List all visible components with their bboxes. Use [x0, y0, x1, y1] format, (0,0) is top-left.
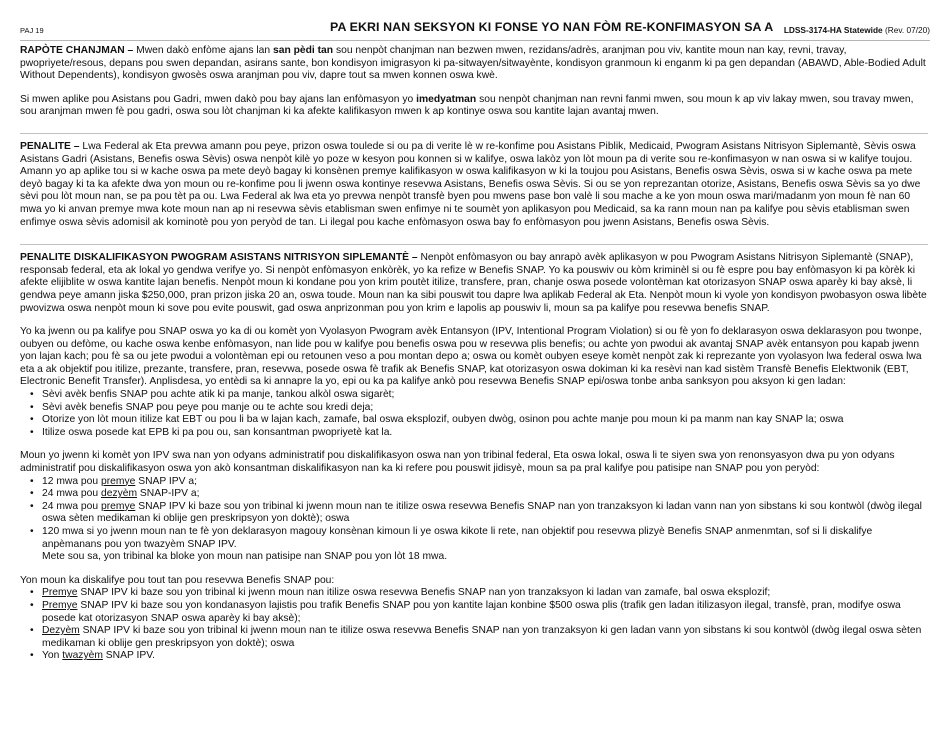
disqualification-periods-list [20, 476, 928, 552]
commit-ipv-paragraph: Moun yo jwenn ki komèt yon IPV swa nan yon odyans administratif pou diskalifikasyon oswa nan yon tribinal federal, Eta oswa lokal, oswa li te siyen swa yon renonsyasyon dwa pu yon odyans administratif pou diskalifikasyon oswa yon akò konsantman diskalifikasyon nan ka ki refere pou pouswit jidisyè, moun sa pa pral kalifye pou patisipe nan SNAP pou yon peryòd: [20, 450, 895, 475]
list-item: • 24 mwa pou dezyèm SNAP-IPV a; [20, 488, 928, 501]
section-divider [20, 244, 928, 245]
permanent-disqualification-paragraph: Yon moun ka diskalifye pou tout tan pou resevwa Benefis SNAP pou: [20, 574, 335, 586]
header-divider [20, 40, 930, 41]
penalty-text: Lwa Federal ak Eta prevwa amann pou peye, prizon oswa toulede si ou pa di verite lè w re-konfime pou Asistans Piblik, Medicaid, Pwogram Asistans Nitrisyon Siplemantè, Sèvis oswa Asistans Gadri (Asistans, Benefis oswa Sèvis) oswa nenpòt kilè yo poze w kesyon pou konnen si w kalifye, oswa lakòz yon lòt moun pa di verite sou re-konfimasyon w nan oswa si w kalifye toujou. Amann yo ap aplike tou si w kache oswa pa mete deyò bagay ki konsènen premye kalifikasyon w oswa kalifikasyon w ki la toujou pou Asistans, Benefis oswa Sèvis, oswa si w kache oswa pa mete deyò bagay ki ta ka afekte dwa yon moun ou re-konfime pou li jwenn oswa kontinye resevwa Asistans, Benefis oswa Sèvis. Si ou se yon reprezantan otorize, Asistans, Benefis oswa Sèvis sa yo dwe sèvi pou lòt moun nan, se pa pou tèt pa ou. Lwa Federal ak lwa eta yo prevwa nenpòt transfè byen pou mwens pase bon valè li sou mache a ke yon moun oswa mari/madanm yon moun fè nan 60 mwa yo ki anvan premye mwa kote moun nan ap ni resevwa sèvis etablisman swen enfimye ni te soumèt yon aplikasyon pou Medicaid, sa ka rann moun nan pa kalifye pou sèvis etablisman swen enfimye oswa sèvis adomisil ak kominotè pou yon peryòd de tan. Li ilegal pou kache enfòmasyon oswa bay fo enfòmasyon pou jwenn Asistans, Benefis oswa Sèvis. [20, 140, 921, 228]
report-changes-paragraph [20, 45, 928, 83]
list-continuation: Mete sou sa, yon tribinal ka bloke yon moun nan patisipe nan SNAP pou yon lòt 18 mwa. [42, 551, 448, 563]
snap-penalty-paragraph [20, 252, 928, 315]
page-title: PA EKRI NAN SEKSYON KI FONSE YO NAN FÒM RE-KONFIMASYON SA A [330, 20, 774, 34]
penalty-paragraph [20, 141, 928, 229]
form-number: LDSS-3174-HA Statewide [783, 25, 883, 35]
page-header [20, 21, 930, 39]
penalty-heading: PENALITE – [20, 140, 80, 152]
childcare-emphasis: imedyatman [416, 93, 477, 105]
report-changes-heading: RAPÒTE CHANJMAN – [20, 45, 134, 56]
document-body [20, 45, 928, 663]
list-item: • Premye SNAP IPV ki baze sou yon tribinal ki jwenn moun nan itilize oswa resevwa Benefis SNAP nan yon tranzaksyon ki ladan van zamafe, bal oswa eksplozif; [20, 587, 928, 600]
list-item: • 120 mwa si yo jwenn moun nan te fè yon deklarasyon magouy konsènan kimoun li ye oswa kikote li rete, nan objektif pou resevwa plizyè Benefis SNAP anmenmtan, sof si li diskalifye anpèmanans pou yon twazyèm SNAP IPV. [20, 526, 928, 551]
list-item: • Sèvi avèk benefis SNAP pou peye pou manje ou te achte sou kredi deja; [20, 402, 928, 415]
childcare-paragraph [20, 94, 928, 119]
page-number: PAJ 19 [20, 26, 44, 35]
list-item: • Premye SNAP IPV ki baze sou yon kondanasyon lajistis pou trafik Benefis SNAP pou yon kantite lajan konbine $500 oswa plis (trafik gen ladan itilizasyon ilegal, transfè, pran, modifye oswa posede kat otorizasyon SNAP oswa aparèy ki bay aksè); [20, 600, 928, 625]
form-revision: (Rev. 07/20) [884, 25, 930, 35]
permanent-disqualification-list [20, 587, 928, 663]
childcare-text-b: sou nenpòt chanjman nan revni fanmi mwen, sou moun k ap viv lakay mwen, sou travay mwen, sou aranjman mwen fè pou gadri, oswa sou lòt chanjman ki ka afekte kalifikasyon mwen k ap kontinye oswa sou kantite lajan avantaj mwen. [20, 93, 914, 118]
list-item: • Itilize oswa posede kat EPB ki pa pou ou, san konsantman pwopriyetè kat la. [20, 427, 928, 440]
list-item: • 12 mwa pou premye SNAP IPV a; [20, 476, 928, 489]
report-changes-text-b: sou nenpòt chanjman nan bezwen mwen, rezidans/adrès, aranjman pou viv, kantite moun nan kay, revni, travay, pwopriyete/resous, depans pou swen depandan, asirans sante, bon kondisyon imigrasyon ki pa-sitwayen/sitwayènte, kondisyon granmoun ki enganm ki pa gen depandan (ABAWD, Able-Bodied Adult Without Dependents), kondisyon gwosès oswa aranjman pou viv, dapre tout sa mwen konnen oswa kwè. [20, 45, 926, 82]
report-changes-text-a: Mwen dakò enfòme ajans lan [136, 45, 271, 56]
list-item: • 24 mwa pou premye SNAP IPV ki baze sou yon tribinal ki jwenn moun nan te itilize oswa resevwa Benefis SNAP nan yon tranzaksyon ki ladan vann nan yon sibstans ki sou kontwòl (dwòg ilegal oswa sèten medikaman ki oblije gen preskripsyon yon doktè); oswa [20, 501, 928, 526]
list-item: • Otorize yon lòt moun itilize kat EBT ou pou li ba w lajan kach, zamafe, bal oswa eksplozif, oubyen dwòg, osinon pou achte manje pou moun ki pa manm nan kay SNAP la; oswa [20, 414, 928, 427]
prohibited-actions-list [20, 389, 928, 439]
form-id [784, 24, 930, 37]
ipv-paragraph: Yo ka jwenn ou pa kalifye pou SNAP oswa yo ka di ou komèt yon Vyolasyon Pwogram avèk Entansyon (IPV, Intentional Program Violation) si ou fè yon fo deklarasyon oswa deklarasyon pou twonpe, oubyen ou defòme, ou kache oswa kenbe enfòmasyon, nan lide pou w kalifye pou benefis oswa pou w resevwa plis benefis; ou achte yon pwodui ak avantaj SNAP avèk entansyon pou kapab jwenn yon lajan kach; pou fè sa ou jete pwodui a volontèman epi ou retounen veso a pou montan depo a; oswa ou komèt oubyen eseye komèt nenpòt zak ki reprezante yon vyolasyon lwa federal oswa lwa eta a ak objektif pou itilize, prezante, transfere, pran, resevwa, posede oswa fè trafik ak Benefis SNAP, kat otorizasyon oswa dokiman ki ka resèvi nan kad sistèm Transfè Benefis Elektwonik (EBT, Electronic Benefit Transfer). Anplisdesa, yo entèdi sa ki annapre la yo, epi ou ka pa kalifye ankò pou resevwa Benefis SNAP epi/oswa tonbe anba sanksyon pou aksyon ki gen ladan: [20, 326, 922, 388]
list-item: • Sèvi avèk benfis SNAP pou achte atik ki pa manje, tankou alkòl oswa sigarèt; [20, 389, 928, 402]
section-divider [20, 133, 928, 134]
report-changes-emphasis: san pèdi tan [272, 45, 334, 56]
list-item: • Dezyèm SNAP IPV ki baze sou yon tribinal ki jwenn moun nan te itilize oswa resevwa Benefis SNAP nan yon tranzaksyon ki gen ladan vann yon sibstans ki sou kontwòl (dwòg ilegal oswa sèten medikaman ki oblije gen preskripsyon yon doktè); oswa [20, 625, 928, 650]
childcare-text-a: Si mwen aplike pou Asistans pou Gadri, mwen dakò pou bay ajans lan enfòmasyon yo [20, 93, 414, 105]
list-item: • Yon twazyèm SNAP IPV. [20, 650, 928, 663]
snap-penalty-heading: PENALITE DISKALIFIKASYON PWOGRAM ASISTANS NITRISYON SIPLEMANTÈ – [20, 252, 418, 264]
snap-penalty-intro: Nenpòt enfòmasyon ou bay anrapò avèk aplikasyon w pou Pwogram Asistans Nitrisyon Siplemantè (SNAP), responsab federal, eta ak lokal yo gendwa verifye yo. Si nenpòt enfòmasyon enkòrèk, yo ka refize w Benefis SNAP. Yo ka pouswiv ou kòm kriminèl si ou fè espre pou bay enfòmasyon ki pa kòrèk ki afekte elijiblite w oswa kantite lajan benefis. Nenpòt moun ki kondane pou yon krim poutèt itilize, transfere, pran, chanje oswa posede volontèman kat otorizasyon SNAP oswa aparèy ki bay aksè, li gendwa peye amann jiska $250,000, pran prizon jiska 20 an, oswa toude. Moun nan ka sibi pouswit tou dapre lwa aplikab Federal ak Eta. Nenpòt moun ki vyole yon kondisyon pwobasyon oswa libète pwovizwa oswa nenpòt moun ki sove pou evite pouswit, gad oswa anprizonman pou yon krim e lapolis ap pouswiv li, moun sa pa kalifye pou resevwa benefis SNAP. [20, 252, 927, 314]
